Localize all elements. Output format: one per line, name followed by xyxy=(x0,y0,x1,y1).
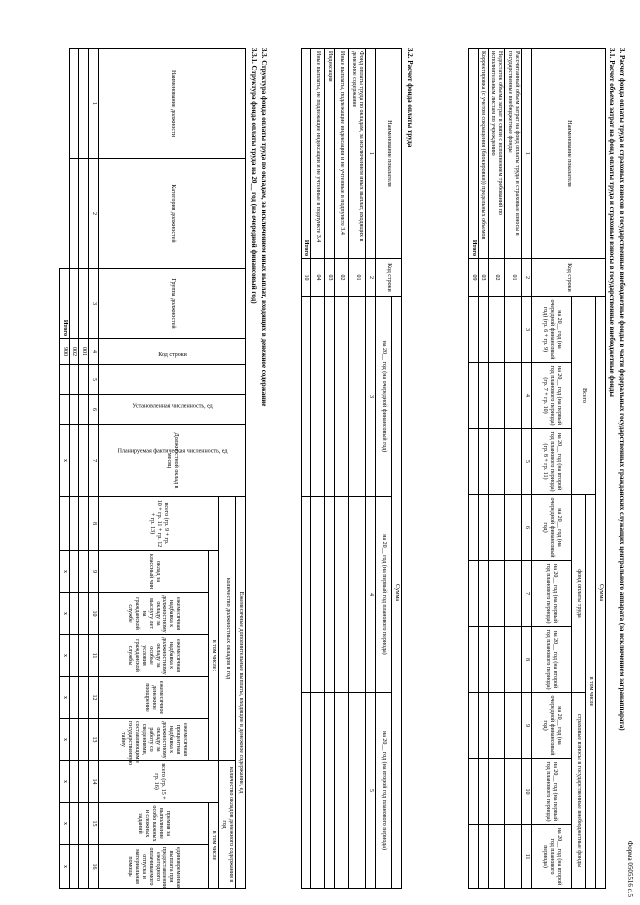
col-num: 3 xyxy=(89,269,99,339)
cell[interactable] xyxy=(349,497,366,693)
cell[interactable] xyxy=(69,395,79,425)
row-name: Рассчитанный объем затрат на фонд оплаты труда и страховые взносы в государственные внебюджетные фонды xyxy=(505,49,522,259)
row-code: 02 xyxy=(335,259,349,297)
col-num: 7 xyxy=(89,425,99,497)
x-mark: x xyxy=(59,803,69,845)
cell[interactable] xyxy=(79,677,89,719)
cell[interactable] xyxy=(488,363,505,429)
row-code: 01 xyxy=(505,259,522,297)
row-code: 03 xyxy=(325,259,335,297)
cell[interactable] xyxy=(69,269,79,339)
cell[interactable] xyxy=(79,159,89,269)
table-row xyxy=(79,49,89,889)
cell[interactable] xyxy=(335,497,349,693)
cell[interactable] xyxy=(468,693,478,759)
col-num: 8 xyxy=(522,627,532,693)
cell[interactable] xyxy=(69,425,79,497)
x-mark: x xyxy=(59,635,69,677)
col-head-y2-total: на 20__ год (на первый год планового периода) (гр. 7 + гр. 10) xyxy=(532,363,572,429)
cell[interactable] xyxy=(79,395,89,425)
col-num: 3 xyxy=(366,297,376,497)
cell[interactable] xyxy=(478,495,488,561)
cell[interactable] xyxy=(505,561,522,627)
cell[interactable] xyxy=(79,425,89,497)
col-num: 4 xyxy=(366,497,376,693)
col-head-c9: оклад за классный чин xyxy=(99,551,209,593)
col-num: 3 xyxy=(522,297,532,363)
row-name: Фонд оплаты труда по окладам, за исключением иных выплат, входящих в денежное содержание xyxy=(349,49,366,259)
section-3-3-title: 3.3. Структура фонда оплаты труда по окладам, за исключением иных выплат, входящих в денежное содержание xyxy=(260,48,268,407)
cell[interactable] xyxy=(69,803,79,845)
cell[interactable] xyxy=(59,365,69,395)
table-total-row xyxy=(301,49,311,889)
cell[interactable] xyxy=(69,845,79,889)
cell[interactable] xyxy=(478,825,488,889)
col-head-name: Наименование показателя xyxy=(532,49,606,259)
col-num: 10 xyxy=(522,759,532,825)
cell[interactable] xyxy=(301,693,311,889)
col-head-q: количество окладов денежного содержания в год xyxy=(219,761,236,889)
section-3-title: 3. Расчет фонда оплаты труда и страховых взносов в государственные внебюджетные фонды в части федеральных государственных гражданских служащих центрального аппарата (за исключением загранаппарата) xyxy=(618,48,626,731)
col-num: 15 xyxy=(89,803,99,845)
col-num: 2 xyxy=(89,159,99,269)
cell[interactable] xyxy=(79,761,89,803)
table-total-row xyxy=(59,49,69,889)
col-head-total: Всего xyxy=(572,297,596,495)
cell[interactable] xyxy=(349,693,366,889)
row-code: 01 xyxy=(349,259,366,297)
col-head-in-that: в том числе xyxy=(586,495,596,889)
x-mark: x xyxy=(59,719,69,761)
total-label: Итого xyxy=(468,49,478,259)
cell[interactable] xyxy=(301,497,311,693)
col-head-y3-ins: на 20__ год (на второй год планового периода) xyxy=(532,825,572,889)
col-head-fot: фонд оплаты труда xyxy=(572,495,586,693)
cell[interactable] xyxy=(311,693,325,889)
col-num: 9 xyxy=(89,551,99,593)
table-row xyxy=(335,49,349,889)
col-num: 4 xyxy=(522,363,532,429)
col-num: 6 xyxy=(89,395,99,425)
col-num: 1 xyxy=(366,49,376,259)
cell[interactable] xyxy=(478,759,488,825)
cell[interactable] xyxy=(488,429,505,495)
table-row xyxy=(488,49,505,889)
table-3-3-1 xyxy=(59,48,246,889)
row-name: Индексация xyxy=(325,49,335,259)
col-num: 16 xyxy=(89,845,99,889)
col-head-y2-fot: на 20__ год (на первый год планового периода) xyxy=(532,561,572,627)
form-code: Форма 0505516 с.5 xyxy=(626,840,634,897)
col-num: 2 xyxy=(522,259,532,297)
col-num: 2 xyxy=(366,259,376,297)
cell[interactable] xyxy=(311,497,325,693)
table-row xyxy=(349,49,366,889)
row-name: Недостаток объема затрат в связи с исполнением требований по исполнительным листам по учреждению xyxy=(488,49,505,259)
col-head-c10: ежемесячная надбавка к должностному окладу за выслугу лет на гражданской службе xyxy=(99,593,209,635)
col-head-sum: Сумма xyxy=(596,297,606,889)
cell[interactable] xyxy=(79,635,89,677)
cell[interactable] xyxy=(505,363,522,429)
cell[interactable] xyxy=(79,49,89,159)
section-3-3-1-title: 3.3.1. Структура фонда оплаты труда на 20__ год (на очередной финансовый год) xyxy=(250,48,258,304)
cell[interactable] xyxy=(505,297,522,363)
col-head-c16: единовременная выплата при предоставлении ежегодного оплачиваемого отпуска и материальная помощь xyxy=(99,845,209,889)
col-head-c14: всего (гр. 15 + гр. 16) xyxy=(99,761,219,803)
cell[interactable] xyxy=(79,719,89,761)
cell[interactable] xyxy=(69,677,79,719)
col-num: 5 xyxy=(366,693,376,889)
cell[interactable] xyxy=(79,845,89,889)
col-num: 14 xyxy=(89,761,99,803)
cell[interactable] xyxy=(468,759,478,825)
cell[interactable] xyxy=(301,297,311,497)
cell[interactable] xyxy=(69,719,79,761)
cell[interactable] xyxy=(488,495,505,561)
col-num: 8 xyxy=(89,497,99,551)
col-head-qty: количество должностных окладов в год xyxy=(219,497,236,761)
col-num: 12 xyxy=(89,677,99,719)
cell[interactable] xyxy=(69,593,79,635)
cell[interactable] xyxy=(59,395,69,425)
col-head-c13: ежемесячная процентная надбавка к должностному окладу за работу со сведениями, составляющими государственную тайну xyxy=(99,719,209,761)
col-head-in-that: в том числе: xyxy=(209,551,219,761)
x-mark: x xyxy=(59,551,69,593)
col-num: 4 xyxy=(89,339,99,365)
cell[interactable] xyxy=(325,297,335,497)
cell[interactable] xyxy=(505,429,522,495)
x-mark: x xyxy=(59,761,69,803)
cell[interactable] xyxy=(505,495,522,561)
cell[interactable] xyxy=(505,825,522,889)
cell[interactable] xyxy=(79,803,89,845)
table-3-1 xyxy=(468,48,606,889)
col-num: 5 xyxy=(89,365,99,395)
col-head-group: Группа должностей xyxy=(99,269,246,339)
col-head-code: Код строки xyxy=(532,259,606,297)
cell[interactable] xyxy=(505,759,522,825)
row-name: Корректировка (с учетом сокращения (блокировки)) предельных объемов xyxy=(478,49,488,259)
total-label: Итого xyxy=(301,49,311,259)
col-num: 13 xyxy=(89,719,99,761)
cell[interactable] xyxy=(335,297,349,497)
col-head-y1-ins: на 20__ год (на очередной финансовый год) xyxy=(532,693,572,759)
row-code: 03 xyxy=(478,259,488,297)
col-head-insurance: страховые взносы в государственные внебюджетные фонды xyxy=(572,693,586,889)
cell[interactable] xyxy=(478,429,488,495)
table-total-row xyxy=(468,49,478,889)
col-num: 6 xyxy=(522,495,532,561)
col-head-y2-ins: на 20__ год (на первый год планового периода) xyxy=(532,759,572,825)
cell[interactable] xyxy=(468,825,478,889)
x-mark: x xyxy=(59,593,69,635)
cell[interactable] xyxy=(69,497,79,551)
col-head-all: всего (гр. 9 + гр. 10 + гр. 11 + гр. 12 + гр. 13) xyxy=(99,497,219,551)
cell[interactable] xyxy=(488,693,505,759)
cell[interactable] xyxy=(79,551,89,593)
cell[interactable] xyxy=(79,269,89,339)
table-row xyxy=(69,49,79,889)
col-head-extra: Ежемесячные дополнительные выплаты, входящие в денежное содержание, ед xyxy=(236,497,246,889)
col-num: 1 xyxy=(522,49,532,259)
col-head-code: Код строки xyxy=(376,259,402,297)
cell[interactable] xyxy=(69,159,79,269)
col-head-actual: Планируемая фактическая численность, ед xyxy=(99,395,246,425)
cell[interactable] xyxy=(59,497,69,551)
row-code: 02 xyxy=(488,259,505,297)
cell[interactable] xyxy=(311,297,325,497)
total-label: Итого xyxy=(59,269,69,339)
row-name: Иные выплаты, подлежащие индексации и не учтенные в подпункте 3.4 xyxy=(335,49,349,259)
col-head-in-that-2: в том числе xyxy=(209,803,219,889)
col-num: 10 xyxy=(89,593,99,635)
cell[interactable] xyxy=(69,635,79,677)
cell[interactable] xyxy=(488,297,505,363)
table-3-2 xyxy=(301,48,402,889)
cell[interactable] xyxy=(478,627,488,693)
cell[interactable] xyxy=(488,627,505,693)
cell[interactable] xyxy=(488,561,505,627)
table-row xyxy=(505,49,522,889)
cell[interactable] xyxy=(79,497,89,551)
cell[interactable] xyxy=(478,693,488,759)
col-num: 11 xyxy=(89,635,99,677)
cell[interactable] xyxy=(478,297,488,363)
cell[interactable] xyxy=(69,365,79,395)
cell[interactable] xyxy=(468,561,478,627)
col-head-salary: Должностной оклад в месяц xyxy=(99,425,246,497)
col-head-c11: ежемесячная надбавка к должностному окладу за особые условия гражданской службы xyxy=(99,635,209,677)
row-code: 001 xyxy=(79,339,89,365)
col-num: 1 xyxy=(89,49,99,159)
cell[interactable] xyxy=(488,825,505,889)
cell[interactable] xyxy=(69,49,79,159)
total-code: 09 xyxy=(468,259,478,297)
col-num: 5 xyxy=(522,429,532,495)
col-head-y1-total: на 20__ год (на очередной финансовый год) (гр. 6 + гр. 9) xyxy=(532,297,572,363)
table-row xyxy=(325,49,335,889)
table-row xyxy=(478,49,488,889)
col-head-y2: на 20__ год (на первый год планового периода) xyxy=(376,497,392,693)
cell[interactable] xyxy=(468,429,478,495)
cell[interactable] xyxy=(468,495,478,561)
cell[interactable] xyxy=(505,627,522,693)
row-name: Иные выплаты, не подлежащие индексации и не учтенные в подпункте 3.4 xyxy=(311,49,325,259)
row-code: 04 xyxy=(311,259,325,297)
cell[interactable] xyxy=(468,297,478,363)
cell[interactable] xyxy=(468,363,478,429)
cell[interactable] xyxy=(69,761,79,803)
table-row xyxy=(311,49,325,889)
col-num: 11 xyxy=(522,825,532,889)
cell[interactable] xyxy=(349,297,366,497)
cell[interactable] xyxy=(488,759,505,825)
cell[interactable] xyxy=(478,363,488,429)
cell[interactable] xyxy=(505,693,522,759)
cell[interactable] xyxy=(79,593,89,635)
x-mark: x xyxy=(59,425,69,497)
cell[interactable] xyxy=(468,627,478,693)
total-code: 900 xyxy=(59,339,69,365)
section-3-2-title: 3.2. Расчет фонда оплаты труда xyxy=(406,48,414,148)
col-num: 9 xyxy=(522,693,532,759)
col-head-name: Наименование показателя xyxy=(376,49,402,259)
col-head-sum: Сумма xyxy=(392,297,402,889)
cell[interactable] xyxy=(69,551,79,593)
col-head-established: Установленная численность, ед xyxy=(99,365,246,395)
col-head-code: Код строки xyxy=(99,339,246,365)
col-head-y3: на 20__ год (на второй год планового периода) xyxy=(376,693,392,889)
cell[interactable] xyxy=(325,693,335,889)
col-head-c15: премия за выполнение особо важных и сложных заданий xyxy=(99,803,209,845)
col-head-y3-fot: на 20__ год (на второй год планового периода) xyxy=(532,627,572,693)
col-head-y1: на 20__ год (на очередной финансовый год) xyxy=(376,297,392,497)
col-head-position: Наименование должности xyxy=(99,49,246,159)
row-code: 002 xyxy=(69,339,79,365)
x-mark: x xyxy=(59,845,69,889)
col-head-y3-total: на 20__ год (на второй год планового периода) (гр. 8 + гр. 11) xyxy=(532,429,572,495)
cell[interactable] xyxy=(325,497,335,693)
col-num: 7 xyxy=(522,561,532,627)
cell[interactable] xyxy=(478,561,488,627)
section-3-1-title: 3.1. Расчет объема затрат на фонд оплаты труда и страховые взносы в государственные внебюджетные фонды xyxy=(608,48,616,397)
col-head-category: Категория должностей xyxy=(99,159,246,269)
cell[interactable] xyxy=(79,365,89,395)
col-head-c12: ежемесячное денежное поощрение xyxy=(99,677,209,719)
x-mark: x xyxy=(59,677,69,719)
col-head-y1-fot: на 20__ год (на очередной финансовый год) xyxy=(532,495,572,561)
cell[interactable] xyxy=(335,693,349,889)
total-code: 10 xyxy=(301,259,311,297)
